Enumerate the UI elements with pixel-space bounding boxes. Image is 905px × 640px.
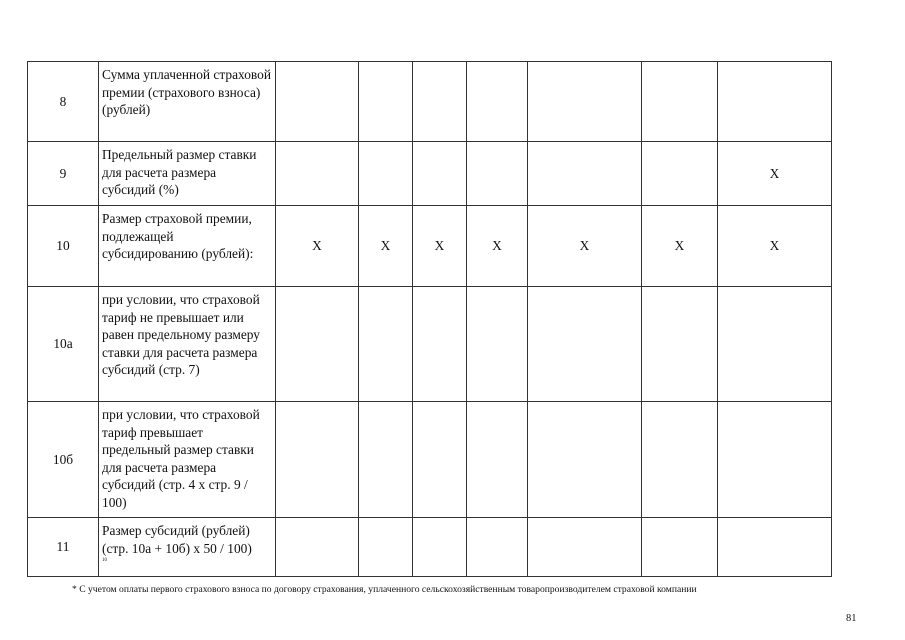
row-description: Размер страховой премии, подлежащей субсидированию (рублей): (99, 206, 276, 287)
table-cell (467, 62, 528, 142)
row-number: 10а (28, 287, 99, 402)
table-cell (467, 402, 528, 518)
table-cell (413, 518, 467, 577)
table-cell (718, 287, 832, 402)
footnote-marker: 10 (102, 558, 107, 564)
table-cell (359, 402, 413, 518)
table-cell (528, 402, 642, 518)
row-description (99, 518, 276, 577)
table-cell (413, 142, 467, 206)
table-cell (718, 62, 832, 142)
row-number: 10б (28, 402, 99, 518)
table-cell (413, 402, 467, 518)
table-row (28, 402, 832, 518)
table-cell (276, 287, 359, 402)
table-cell (718, 402, 832, 518)
footnote: * С учетом оплаты первого страхового взноса по договору страхования, уплаченного сельскохозяйственным товаропроизводителем страховой компании (72, 584, 697, 595)
row-number: 9 (28, 142, 99, 206)
table-cell: X (413, 206, 467, 287)
table-cell (642, 62, 718, 142)
table-cell (467, 142, 528, 206)
table-cell (276, 62, 359, 142)
table-cell (413, 287, 467, 402)
table-cell (642, 402, 718, 518)
table-cell (528, 518, 642, 577)
table-cell (642, 287, 718, 402)
row-number: 8 (28, 62, 99, 142)
row-number: 10 (28, 206, 99, 287)
row-description: Сумма уплаченной страховой премии (страхового взноса) (рублей) (99, 62, 276, 142)
table-cell (528, 287, 642, 402)
page-number: 81 (846, 613, 857, 624)
table-cell (359, 142, 413, 206)
table-cell (276, 518, 359, 577)
table-row (28, 62, 832, 142)
table-row (28, 287, 832, 402)
table-cell (276, 142, 359, 206)
table-cell: X (718, 142, 832, 206)
table-row (28, 142, 832, 206)
subsidy-calculation-table (27, 61, 832, 577)
table-cell (467, 287, 528, 402)
table-cell: X (359, 206, 413, 287)
row-description: при условии, что страховой тариф превышает предельный размер ставки для расчета размера субсидий (стр. 4 х стр. 9 / 100) (99, 402, 276, 518)
table-cell (528, 62, 642, 142)
table-cell: X (642, 206, 718, 287)
table-cell: X (276, 206, 359, 287)
table-cell (359, 62, 413, 142)
row-description-text: Размер субсидий (рублей) (стр. 10а + 10б) х 50 / 100) (102, 523, 252, 556)
table-row (28, 206, 832, 287)
table-cell (467, 518, 528, 577)
table-row (28, 518, 832, 577)
table-cell: X (467, 206, 528, 287)
row-description: при условии, что страховой тариф не превышает или равен предельному размеру ставки для расчета размера субсидий (стр. 7) (99, 287, 276, 402)
table-cell (276, 402, 359, 518)
table-cell (718, 518, 832, 577)
table-cell (359, 518, 413, 577)
table-cell: X (528, 206, 642, 287)
table-cell (642, 518, 718, 577)
table-cell (359, 287, 413, 402)
table-cell (642, 142, 718, 206)
table-cell (528, 142, 642, 206)
table-cell (413, 62, 467, 142)
row-description: Предельный размер ставки для расчета размера субсидий (%) (99, 142, 276, 206)
row-number: 11 (28, 518, 99, 577)
table-cell: X (718, 206, 832, 287)
